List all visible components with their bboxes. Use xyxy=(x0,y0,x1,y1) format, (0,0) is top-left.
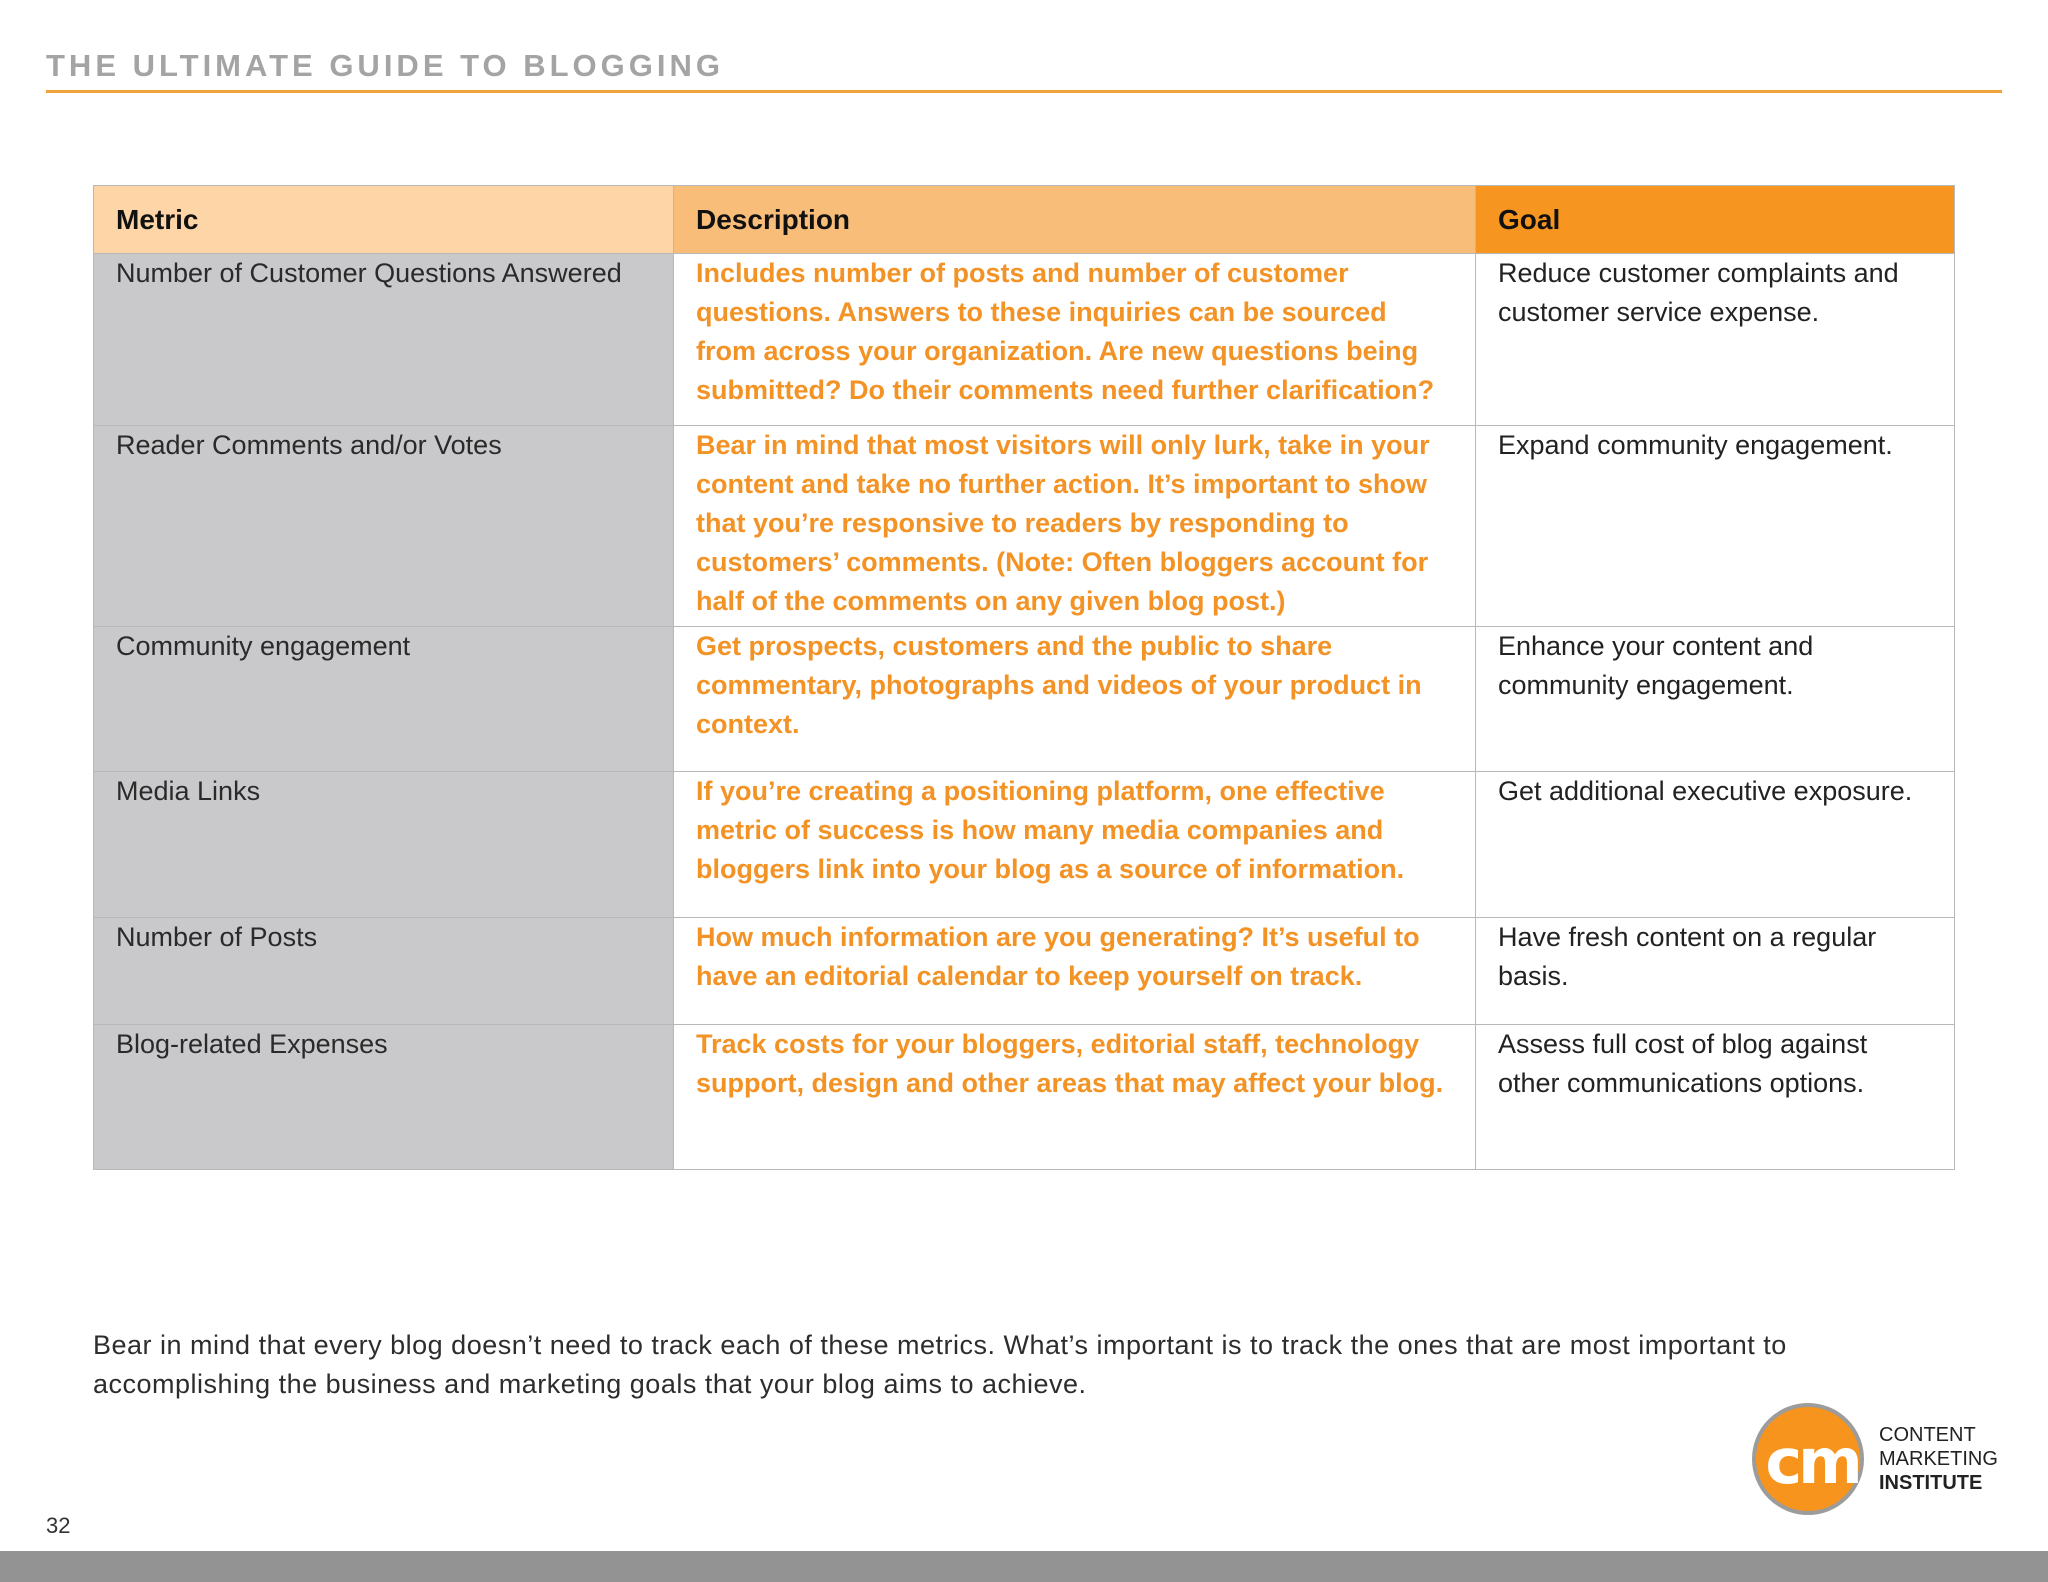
logo-mark: cm xyxy=(1765,1425,1859,1498)
description-cell: Track costs for your bloggers, editorial staff, technology support, design and other areas that may affect your blog. xyxy=(674,1025,1476,1170)
goal-cell: Expand community engagement. xyxy=(1476,426,1955,627)
logo-line-1: CONTENT xyxy=(1879,1424,1976,1446)
metric-cell: Reader Comments and/or Votes xyxy=(94,426,674,627)
document-header-title: THE ULTIMATE GUIDE TO BLOGGING xyxy=(46,48,724,83)
metric-cell: Number of Customer Questions Answered xyxy=(94,254,674,426)
column-header-description: Description xyxy=(674,186,1476,254)
metric-cell: Blog-related Expenses xyxy=(94,1025,674,1170)
description-cell: Get prospects, customers and the public to share commentary, photographs and videos of your product in context. xyxy=(674,627,1476,772)
footer-bar xyxy=(0,1551,2048,1582)
table-row xyxy=(94,254,1955,426)
goal-cell: Reduce customer complaints and customer service expense. xyxy=(1476,254,1955,426)
description-cell: Bear in mind that most visitors will only lurk, take in your content and take no further action. It’s important to show that you’re responsive to readers by responding to customers’ comments. (Note: Often bloggers account for half of the comments on any given blog post.) xyxy=(674,426,1476,627)
content-marketing-institute-logo xyxy=(1752,1403,2002,1523)
header-divider xyxy=(46,90,2002,93)
metric-cell: Media Links xyxy=(94,772,674,918)
metric-cell: Community engagement xyxy=(94,627,674,772)
goal-cell: Enhance your content and community engagement. xyxy=(1476,627,1955,772)
footnote-paragraph: Bear in mind that every blog doesn’t need to track each of these metrics. What’s important is to track the ones that are most important to accomplishing the business and marketing goals that your blog aims to achieve. xyxy=(93,1330,1787,1399)
column-header-goal: Goal xyxy=(1476,186,1955,254)
table-row xyxy=(94,627,1955,772)
column-header-metric: Metric xyxy=(94,186,674,254)
table-row xyxy=(94,1025,1955,1170)
logo-line-3: INSTITUTE xyxy=(1879,1472,1983,1494)
goal-cell: Have fresh content on a regular basis. xyxy=(1476,918,1955,1025)
table-row xyxy=(94,426,1955,627)
description-cell: How much information are you generating? It’s useful to have an editorial calendar to keep yourself on track. xyxy=(674,918,1476,1025)
logo-circle-icon xyxy=(1752,1403,1864,1515)
table-row xyxy=(94,772,1955,918)
description-cell: If you’re creating a positioning platform, one effective metric of success is how many media companies and bloggers link into your blog as a source of information. xyxy=(674,772,1476,918)
logo-line-2: MARKETING xyxy=(1879,1448,1998,1470)
logo-wordmark xyxy=(1879,1423,1998,1495)
table-row xyxy=(94,918,1955,1025)
goal-cell: Get additional executive exposure. xyxy=(1476,772,1955,918)
metric-cell: Number of Posts xyxy=(94,918,674,1025)
table-header-row xyxy=(94,186,1955,254)
description-cell: Includes number of posts and number of customer questions. Answers to these inquiries can be sourced from across your organization. Are new questions being submitted? Do their comments need further clarification? xyxy=(674,254,1476,426)
page-number: 32 xyxy=(46,1513,71,1538)
goal-cell: Assess full cost of blog against other communications options. xyxy=(1476,1025,1955,1170)
metrics-table xyxy=(93,185,1955,1170)
